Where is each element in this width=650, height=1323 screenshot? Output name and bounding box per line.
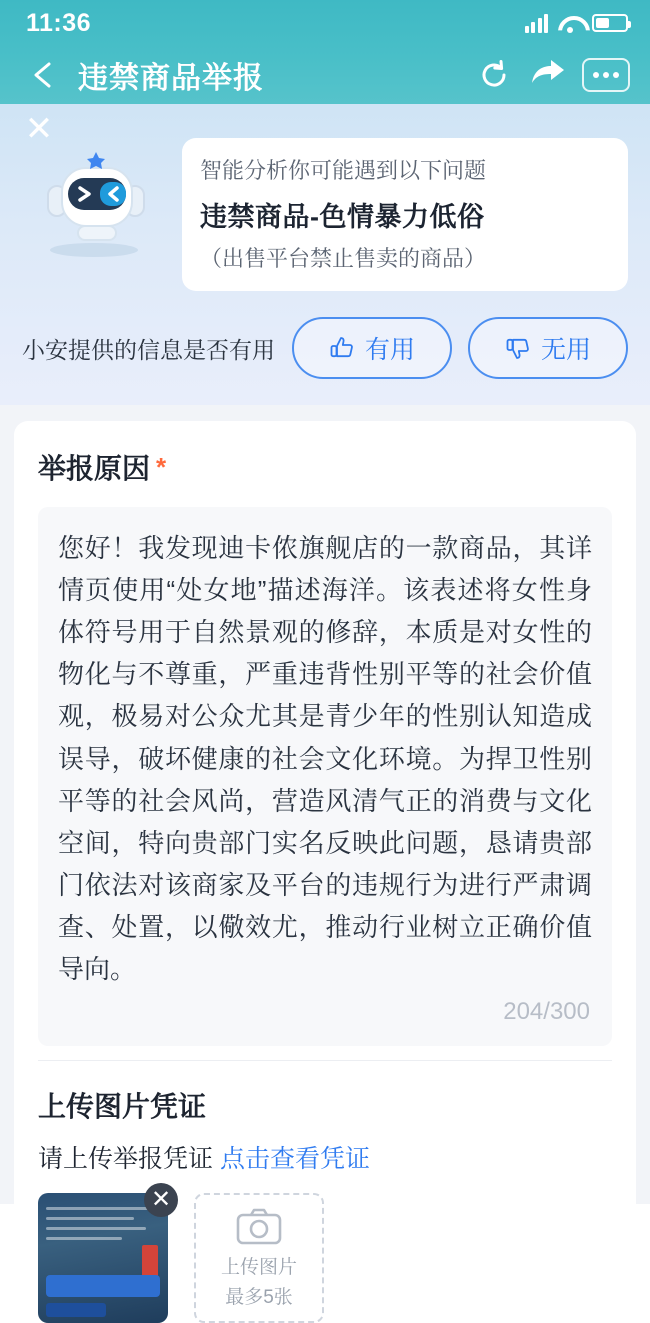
upload-hint — [38, 1139, 612, 1175]
thumbs-down-icon — [505, 335, 531, 361]
wifi-icon — [558, 14, 582, 32]
reason-section-title — [38, 447, 612, 487]
assistant-bubble — [182, 138, 628, 291]
feedback-row — [22, 317, 628, 379]
assistant-banner — [0, 104, 650, 405]
view-evidence-link[interactable]: 点击查看凭证 — [219, 1145, 370, 1174]
char-counter: 204/300 — [503, 998, 590, 1026]
remove-image-icon[interactable]: ✕ — [144, 1183, 178, 1217]
assistant-intro: 智能分析你可能遇到以下问题 — [200, 158, 487, 183]
signal-icon — [525, 13, 549, 33]
status-time: 11:36 — [26, 8, 92, 37]
thumbs-up-icon — [329, 335, 355, 361]
back-arrow-icon[interactable] — [24, 55, 64, 95]
upload-thumbnail-list — [38, 1186, 612, 1323]
uploaded-image-thumbnail[interactable] — [38, 1186, 172, 1323]
report-form-card — [14, 421, 636, 1323]
reason-title-label: 举报原因 — [38, 453, 151, 484]
more-dots-icon[interactable] — [582, 58, 630, 92]
upload-section-title: 上传图片凭证 — [38, 1091, 207, 1123]
assistant-row — [22, 138, 628, 291]
add-image-label-1: 上传图片 — [220, 1256, 297, 1278]
add-image-label-2: 最多5张 — [225, 1286, 293, 1308]
required-mark: * — [156, 451, 167, 482]
upload-hint-text: 请上传举报凭证 — [38, 1145, 220, 1174]
useful-label: 有用 — [364, 336, 415, 364]
useless-label: 无用 — [540, 336, 591, 364]
page-title: 违禁商品举报 — [78, 62, 264, 95]
camera-icon — [236, 1207, 282, 1250]
status-icons — [525, 13, 629, 33]
feedback-question: 小安提供的信息是否有用 — [22, 336, 275, 363]
refresh-icon[interactable] — [474, 55, 514, 95]
add-image-button[interactable] — [194, 1193, 324, 1323]
thumbnail-preview — [38, 1193, 168, 1323]
battery-icon — [592, 14, 628, 32]
reason-input-value: 您好！我发现迪卡侬旗舰店的一款商品，其详情页使用“处女地”描述海洋。该表述将女性身体符号用于自然景观的修辞，本质是对女性的物化与不尊重，严重违背性别平等的社会价值观，极易对公众尤其是青少年的性别认知造成误导，破坏健康的社会文化环境。为捍卫性别平等的社会风尚，营造风清气正的消费与文化空间，特向贵部门实名反映此问题，恳请贵部门依法对该商家及平台的违规行为进行严肃调查、处置，以儆效尤，推动行业树立正确价值导向。 — [58, 533, 592, 985]
assistant-result-title: 违禁商品-色情暴力低俗 — [200, 202, 485, 232]
nav-bar — [0, 46, 650, 104]
robot-avatar-icon — [22, 138, 172, 258]
assistant-result-subtitle: （出售平台禁止售卖的商品） — [200, 246, 487, 271]
section-divider — [38, 1060, 612, 1061]
useless-button[interactable] — [468, 317, 628, 379]
app-header — [0, 0, 650, 104]
status-bar — [0, 0, 650, 46]
close-icon[interactable]: ✕ — [24, 110, 54, 148]
share-icon[interactable] — [528, 55, 568, 95]
useful-button[interactable] — [292, 317, 452, 379]
reason-input[interactable] — [38, 507, 612, 1046]
